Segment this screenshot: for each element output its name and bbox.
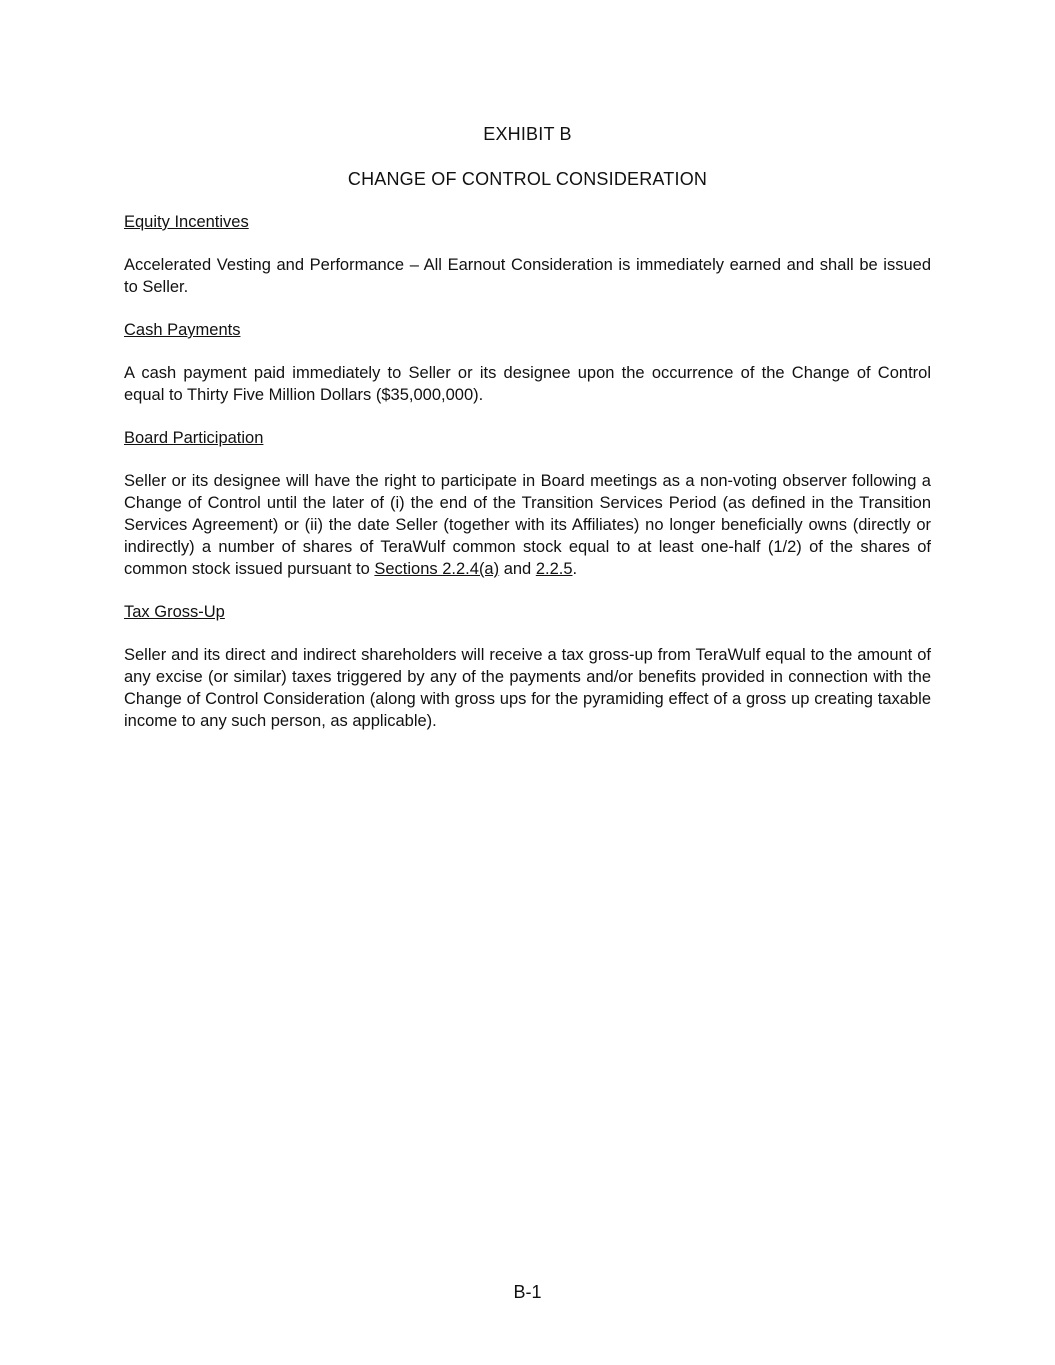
sections-reference-link: Sections 2.2.4(a) xyxy=(374,560,500,578)
document-body xyxy=(124,211,931,753)
document-title: CHANGE OF CONTROL CONSIDERATION xyxy=(347,169,708,189)
equity-incentives-paragraph: Accelerated Vesting and Performance – All Earnout Consideration is immediately earned and shall be issued to Seller. xyxy=(124,256,931,296)
paragraph-end: . xyxy=(572,560,578,578)
cash-payments-heading: Cash Payments xyxy=(124,321,241,339)
board-participation-text: Seller or its designee will have the right to participate in Board meetings as a non-voting observer following a Change of Control until the later of (i) the end of the Transition Services Period (as defined in the Transition Services Agreement) or (ii) the date Seller (together with its Affiliates) no longer beneficially owns (directly or indirectly) a number of shares of TeraWulf common stock equal to at least one-half (1/2) of the shares of common stock issued pursuant to xyxy=(124,472,931,578)
board-participation-heading: Board Participation xyxy=(124,429,264,447)
page-number: B-1 xyxy=(513,1282,542,1302)
cash-payments-paragraph: A cash payment paid immediately to Seller or its designee upon the occurrence of the Change of Control equal to Thirty Five Million Dollars ($35,000,000). xyxy=(124,364,931,404)
equity-incentives-heading: Equity Incentives xyxy=(124,213,249,231)
reference-joiner: and xyxy=(499,560,536,578)
section-reference-link: 2.2.5 xyxy=(535,560,573,578)
exhibit-title: EXHIBIT B xyxy=(483,124,572,144)
tax-gross-up-heading: Tax Gross-Up xyxy=(124,603,225,621)
tax-gross-up-paragraph: Seller and its direct and indirect shareholders will receive a tax gross-up from TeraWulf equal to the amount of any excise (or similar) taxes triggered by any of the payments and/or benefits provided in connection with the Change of Control Consideration (along with gross ups for the pyramiding effect of a gross up creating taxable income to any such person, as applicable). xyxy=(124,646,931,730)
board-participation-paragraph xyxy=(124,470,931,580)
